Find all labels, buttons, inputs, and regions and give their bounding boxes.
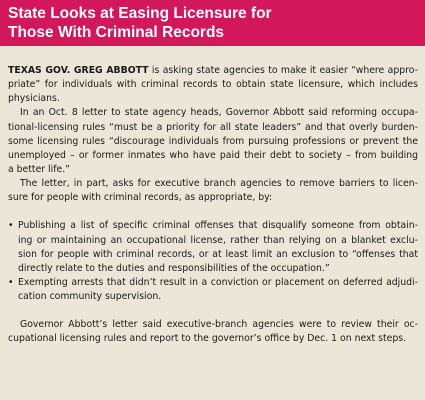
article-body <box>8 64 418 347</box>
bullet-2-text-1: Exempting arrests that didn’t result in a conviction or placement on deferred adjudi- <box>18 276 418 288</box>
bullet-1-line-4: directly relate to the duties and responsibilities of the occupation.” <box>18 262 330 274</box>
bullet-1-line-2: ing or maintaining an occupational license, rather than relying on a blanket exclu- <box>18 234 418 246</box>
para1-line-2: priate” for individuals with criminal records to obtain state licensure, which includes <box>8 79 418 91</box>
para2-line-1: In an Oct. 8 letter to state agency heads, Governor Abbott said reforming occupa- <box>20 107 418 119</box>
para4-line-1: Governor Abbott’s letter said executive-branch agencies were to review their oc- <box>20 319 418 331</box>
headline-line-1: State Looks at Easing Licensure for <box>8 5 272 22</box>
lead-in: TEXAS GOV. GREG ABBOTT <box>8 65 149 76</box>
bullet-2-marker: • <box>8 276 14 288</box>
bullet-2-line-2: cation community supervision. <box>18 291 162 303</box>
bullet-2-line-1 <box>8 276 418 290</box>
para4-line-2: cupational licensing rules and report to the governor’s office by Dec. 1 on next steps. <box>8 333 407 345</box>
para3-line-2: sure for people with criminal records, as appropriate, by: <box>8 192 273 204</box>
headline-banner <box>0 0 425 46</box>
para2-line-3: some licensing rules “discourage individuals from pursuing professions or prevent the <box>8 135 418 147</box>
spacer <box>8 304 418 318</box>
spacer <box>8 205 418 219</box>
para3-line-1: The letter, in part, asks for executive branch agencies to remove barriers to licen- <box>20 178 418 190</box>
bullet-1-line-1 <box>8 219 418 233</box>
para2-line-4: unemployed – or former inmates who have paid their debt to society – from building <box>8 149 418 161</box>
para1-line-1 <box>8 64 418 78</box>
para2-line-5: a better life.” <box>8 163 70 175</box>
headline-line-2: Those With Criminal Records <box>8 24 225 41</box>
bullet-1-marker: • <box>8 220 14 232</box>
para2-line-2: tional-licensing rules “must be a priority for all state leaders” and that overly burden- <box>8 121 418 133</box>
para1-line-3: physicians. <box>8 93 60 105</box>
bullet-1-line-3: sion for people with criminal records, or at least limit an exclusion to “offenses that <box>18 248 418 260</box>
para1-line-1-text: is asking state agencies to make it easier “where appro- <box>148 65 418 76</box>
bullet-1-text-1: Publishing a list of specific criminal offenses that disqualify someone from obtain- <box>18 220 418 232</box>
